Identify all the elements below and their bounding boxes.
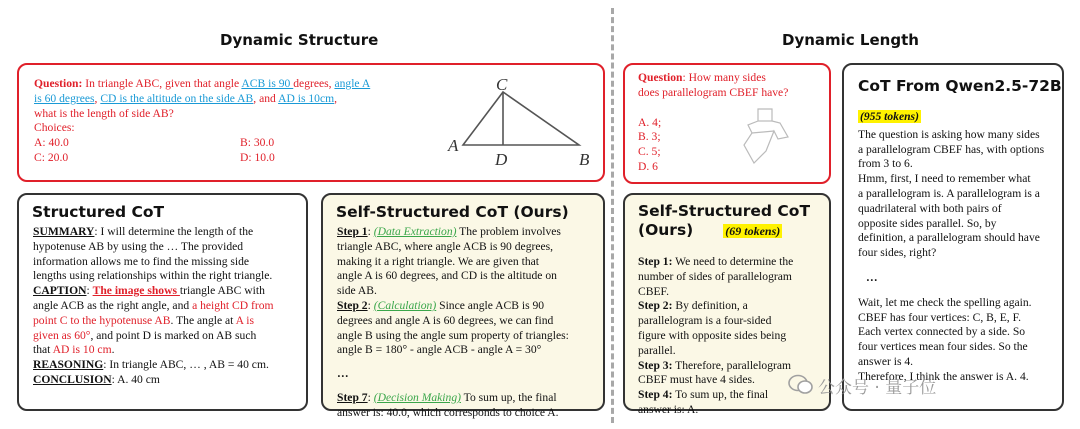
qwen-ellipsis: … <box>866 270 878 284</box>
dynamic-length-heading: Dynamic Length <box>782 31 919 49</box>
question-box-triangle <box>17 63 605 182</box>
wechat-icon <box>788 373 814 399</box>
question-box-parallelogram <box>623 63 831 184</box>
question2-text: Question: How many sides does parallelogram CBEF have? A. 4; B. 3; C. 5; D. 6 <box>638 71 789 173</box>
self-structured-cot-title-2: Self-Structured CoT (Ours) (69 tokens) <box>638 202 811 239</box>
qwen-cot-box <box>842 63 1064 411</box>
self-structured-cot-text-2: Step 1: We need to determine the number of sides of parallelogram CBEF. Step 2: By definition, a parallelogram is a four-sided figure with opposite sides being parallel. Step 3: Therefore, parallelogram CBEF must have 4 sides. Step 4: To sum up, the final answer is: A. <box>638 255 794 416</box>
structured-cot-box <box>17 193 308 411</box>
self-structured-cot-text: Step 1: (Data Extraction) The problem involves triangle ABC, where angle ACB is 90 degrees, making it a right triangle. We are given that angle A is 60 degrees, and CD is the altitude on side AB. Step 2: (Calculation) Since angle ACB is 90 degrees and angle A is 60 degrees, we can find angle B using the angle sum property of triangles: angle B = 180° - angle ACB - angle A = 30° … Step 7: (Decision Making) To sum up, the final answer is: 40.0, which corresponds to choice A. <box>337 225 603 421</box>
dynamic-structure-heading: Dynamic Structure <box>220 31 379 49</box>
triangle-figure <box>429 75 599 175</box>
qwen-cot-text: (955 tokens) The question is asking how many sides a parallelogram CBEF has, with options from 3 to 6. Hmm, first, I need to remember what a parallelogram is. A parallelogram is a quadrilateral with both pairs of opposite sides parallel. So, by definition, a parallelogram should have four sides, right? … Wait, let me check the spelling again. CBEF has four vertices: C, B, E, F. Each vertex connected by a side. So four vertices mean four sides. So the answer is 4. Therefore, I think the answer is A. 4. <box>858 110 1062 385</box>
label-b: B <box>579 150 590 169</box>
parallelogram-figure <box>730 103 810 178</box>
qwen-cot-title: CoT From Qwen2.5-72B <box>858 77 1062 95</box>
question-text: Question: In triangle ABC, given that angle ACB is 90 degrees, angle A is 60 degrees, CD is the altitude on the side AB, and AD is 10cm, what is the length of side AB? Choices: A: 40.0 B: 30.0 C: 20.0 D: 10.0 <box>34 77 371 165</box>
label-c: C <box>496 75 508 94</box>
choice-a: A: 40.0 <box>34 136 69 150</box>
question-label: Question: <box>34 77 83 90</box>
label-a: A <box>448 136 459 155</box>
dashed-divider <box>611 8 614 423</box>
ellipsis: … <box>337 367 349 381</box>
watermark-text: 公众号 · 量子位 <box>818 378 937 398</box>
self-structured-cot-title: Self-Structured CoT (Ours) <box>336 203 569 221</box>
token-count-955: (955 tokens) <box>860 110 919 123</box>
choice-d: D: 10.0 <box>240 151 275 165</box>
token-count-69: (69 tokens) <box>725 224 781 238</box>
structured-cot-title: Structured CoT <box>32 203 165 221</box>
choice-c: C: 20.0 <box>34 151 69 165</box>
label-d: D <box>495 150 508 169</box>
structured-cot-text: SUMMARY: I will determine the length of the hypotenuse AB by using the … The provided information allows me to find the missing side lengths using relationships within the right triangle. CAPTION: The image shows triangle ABC with angle ACB as the right angle, and a height CD from point C to the hypotenuse AB. The angle at A is given as 60°, and point D is marked on AB such that AD is 10 cm. REASONING: In triangle ABC, … , AB = 40 cm. CONCLUSION: A. 40 cm <box>33 225 274 386</box>
self-structured-cot-box <box>321 193 605 419</box>
choice-b: B: 30.0 <box>240 136 275 150</box>
